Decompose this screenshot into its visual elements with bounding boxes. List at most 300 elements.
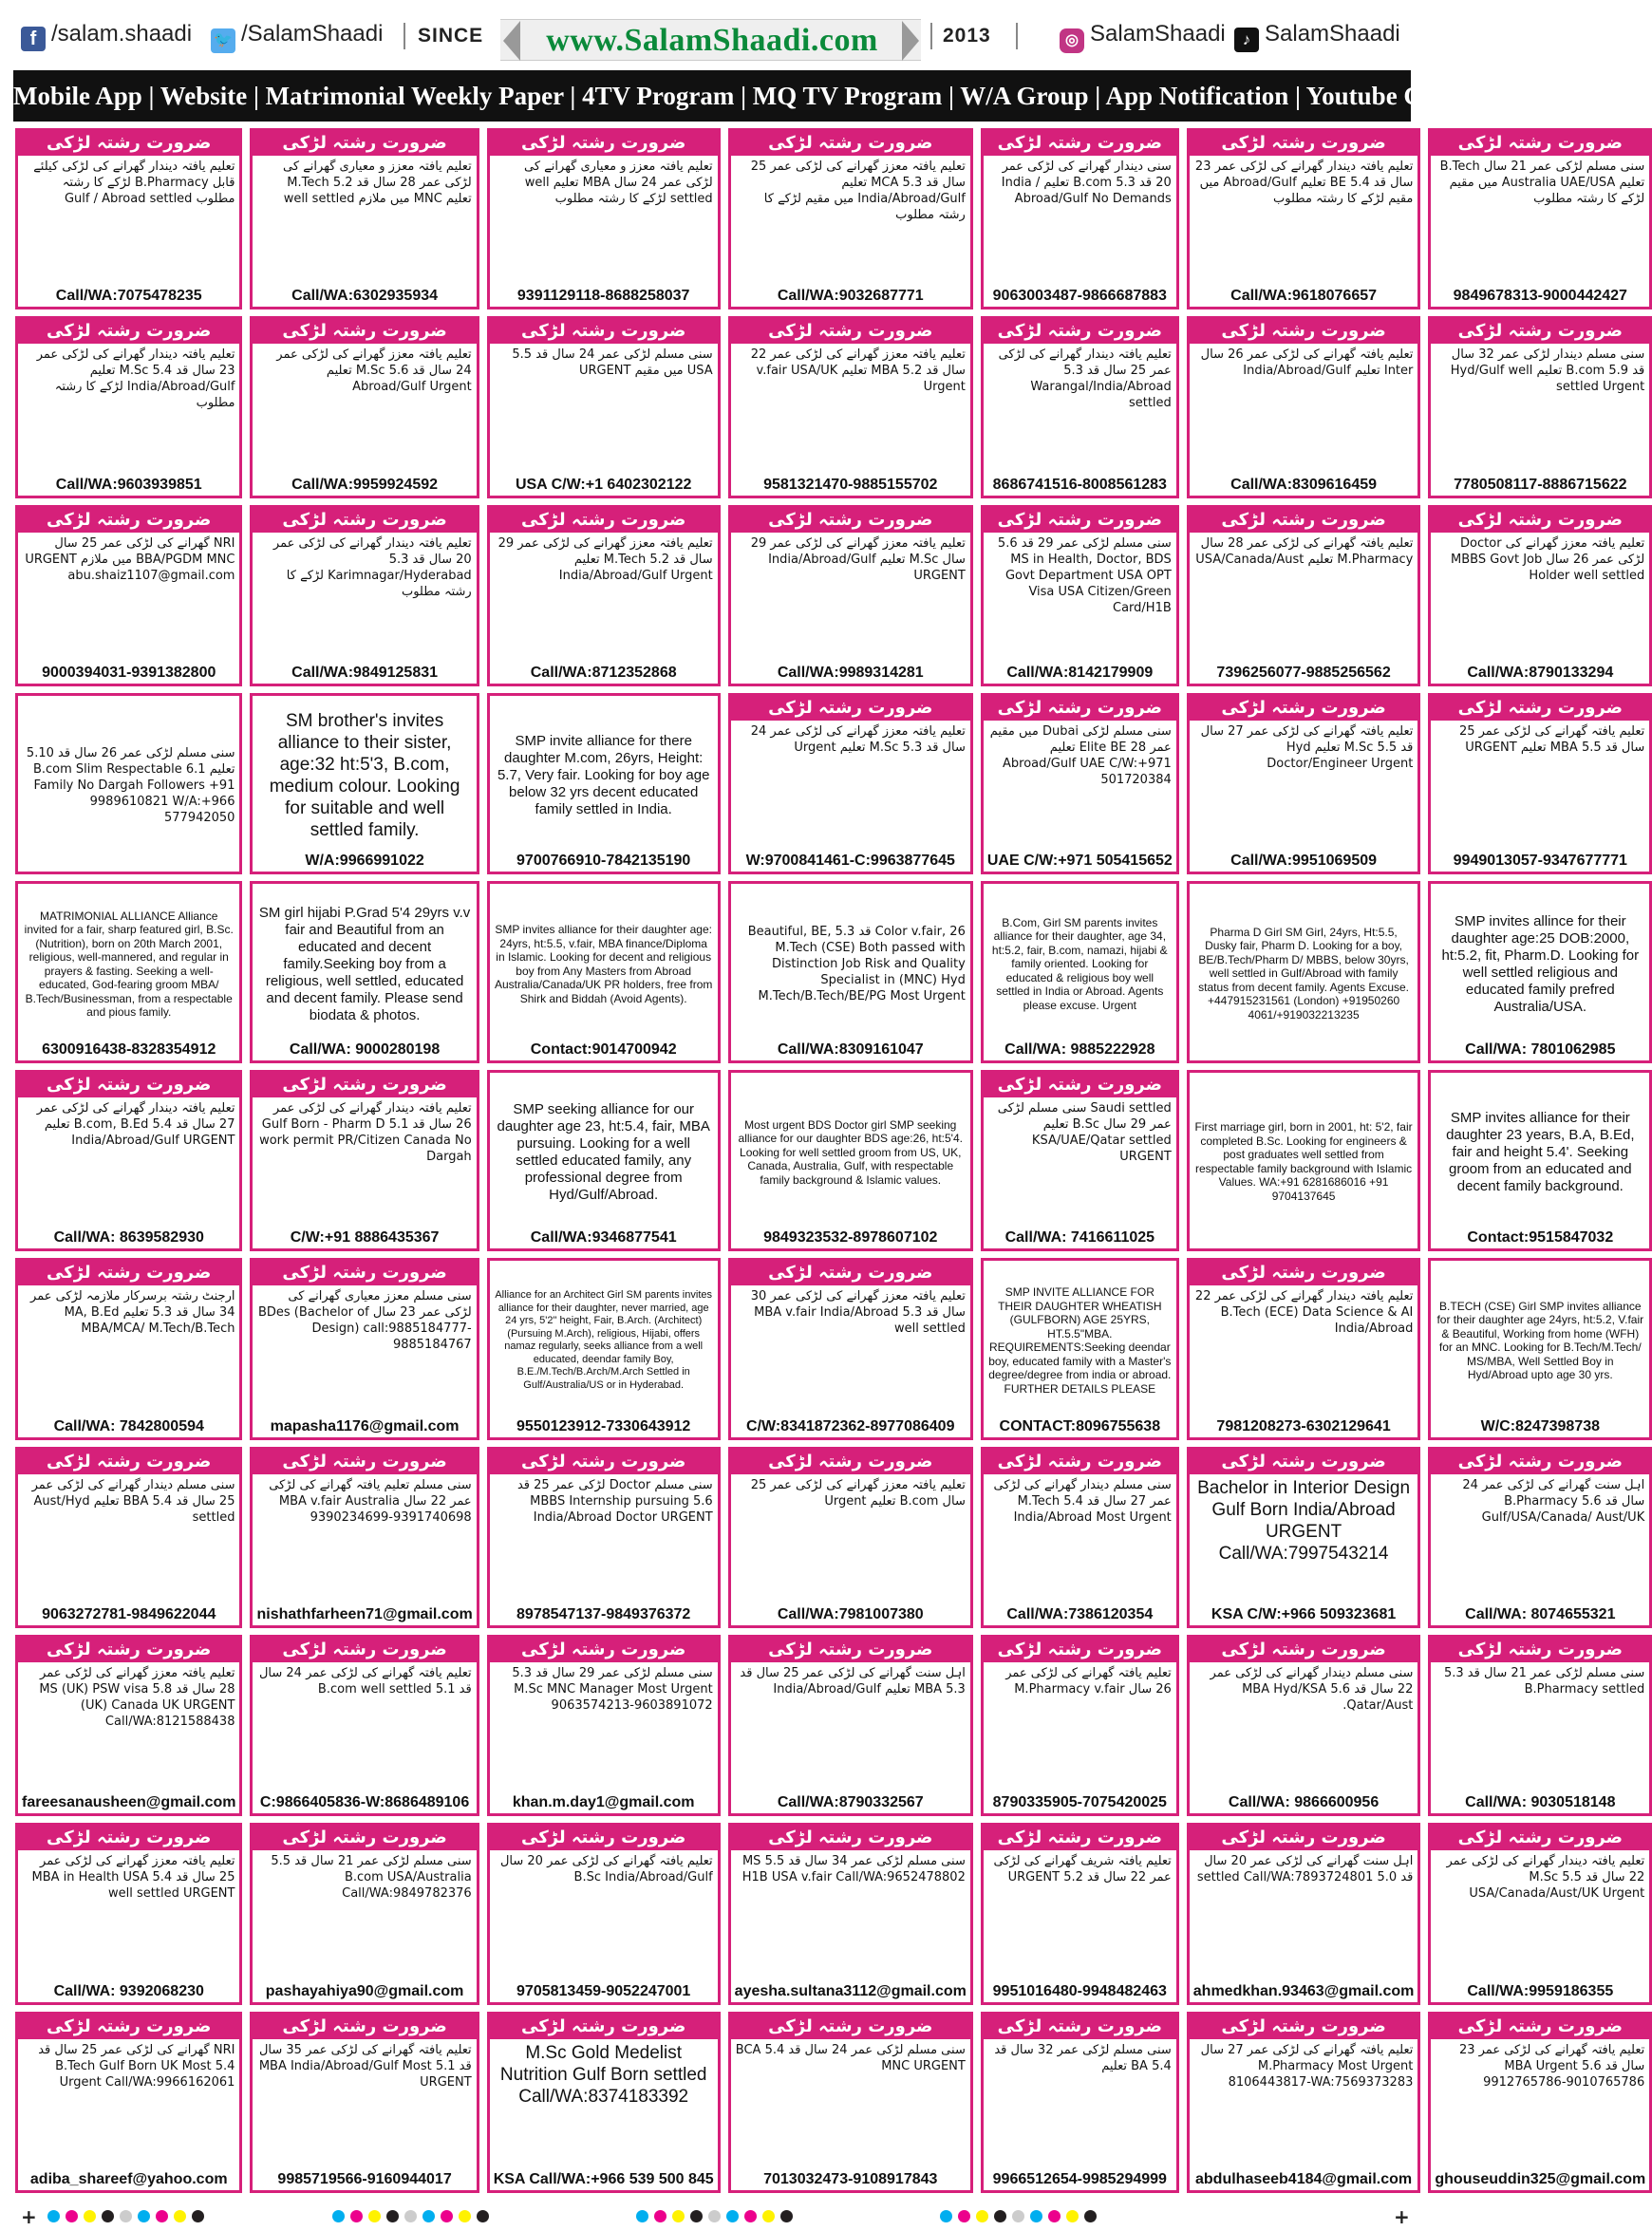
ad-contact[interactable]: Call/WA:9959186355 [1467, 1982, 1614, 1999]
ad-contact[interactable]: ayesha.sultana3112@gmail.com [734, 1982, 967, 1999]
ad-contact[interactable]: 9951016480-9948482463 [992, 1982, 1167, 1999]
ad-body-text: تعلیم یافتہ معزز گھرانے کی لڑکی عمر 25 سال B.com تعلیم Urgent [750, 1477, 966, 1509]
ad-contact[interactable]: Call/WA: 9392068230 [53, 1982, 204, 1999]
registration-dot [780, 2210, 793, 2222]
registration-dot [1030, 2210, 1042, 2222]
instagram-icon: ◎ [1060, 28, 1084, 53]
ad-heading: ضرورت رشتہ لڑکی [731, 508, 970, 533]
classified-ad [981, 693, 1179, 874]
ad-body-text: تعلیم یافتہ معزز گھرانے کی لڑکی عمر 25 سال قد 5.3 MCA تعلیم India/Abroad/Gulf میں مقیم لڑکے کا رشتہ مطلوب [750, 159, 966, 222]
classified-ad [1187, 128, 1421, 309]
ad-body-text: تعلیم یافتہ معزز گھرانے کی Doctor لڑکی عمر 26 سال MBBS Govt Job Holder well settled [1451, 535, 1645, 583]
ad-contact[interactable]: Call/WA:8142179909 [1006, 665, 1154, 682]
classified-ad [1187, 1258, 1421, 1439]
classified-ad [250, 693, 479, 874]
ad-contact[interactable]: 7780508117-8886715622 [1454, 476, 1627, 493]
ad-body-text: تعلیم یافتہ گھرانے کی لڑکی عمر 20 سال B.Sc India/Abroad/Gulf [499, 1854, 713, 1885]
ad-contact[interactable]: Call/WA:7075478235 [55, 288, 202, 305]
registration-dot [404, 2210, 417, 2222]
classified-ad [1187, 1635, 1421, 1816]
classified-ad [981, 1258, 1179, 1439]
ad-heading: ضرورت رشتہ لڑکی [731, 319, 970, 344]
ad-contact[interactable]: Call/WA:8712352868 [530, 665, 677, 682]
ad-heading: ضرورت رشتہ لڑکی [253, 1450, 476, 1474]
ad-heading: ضرورت رشتہ لڑکی [731, 1638, 970, 1662]
ad-body-text: Saudi settled سنی مسلم لڑکی عمر 29 سال B.Sc تعلیم KSA/UAE/Qatar settled URGENT [997, 1100, 1172, 1164]
ad-heading: ضرورت رشتہ لڑکی [18, 319, 239, 344]
ad-contact[interactable]: Contact:9515847032 [1467, 1229, 1614, 1247]
ad-heading: ضرورت رشتہ لڑکی [253, 1261, 476, 1285]
ad-body-text: B.TECH (CSE) Girl SMP invites alliance for their daughter age 24yrs, ht:5.2, V.fair & Beautiful, Working from home (WFH) for an MNC. Looking for B.Tech/M.Tech/ MS/MBA, Well Settled Boy in Hyd/Abroad upto age 30 yrs. [1436, 1299, 1644, 1382]
ad-contact[interactable]: 8686741516-8008561283 [992, 476, 1167, 493]
ad-heading: ضرورت رشتہ لڑکی [984, 1638, 1176, 1662]
classified-ad [250, 1635, 479, 1816]
classified-ad [15, 128, 242, 309]
ad-contact[interactable]: Call/WA: 7842800594 [53, 1417, 204, 1434]
ad-body-text: SMP invite alliance for there daughter M.com, 26yrs, Height: 5.7, Very fair. Looking for boy age below 32 yrs decent educated family settled in India. [497, 733, 710, 818]
ad-heading: ضرورت رشتہ لڑکی [1431, 2015, 1649, 2039]
classified-ad [981, 1823, 1179, 2004]
registration-dot [994, 2210, 1006, 2222]
ad-contact[interactable]: W/C:8247398738 [1480, 1417, 1601, 1434]
ad-body-text: تعلیم یافتہ گھرانے کی لڑکی عمر 26 سال Inter تعلیم India/Abroad/Gulf [1200, 347, 1414, 379]
ad-contact[interactable]: KSA C/W:+966 509323681 [1211, 1605, 1397, 1622]
classified-ad [1428, 316, 1652, 497]
registration-dot [174, 2210, 186, 2222]
ad-body-text: سنی مسلم لڑکی عمر 21 سال قد 5.3 B.Pharmacy settled [1443, 1665, 1645, 1697]
registration-dot [66, 2210, 78, 2222]
ad-body-text: MATRIMONIAL ALLIANCE Alliance invited for a fair, sharp featured girl, B.Sc. (Nutrition), born on 20th March 2001, religious, well-mannered, and regular in prayers & fasting. Seeking a well-educated, God-fearing groom MBA/ B.Tech/Businessman, from a respectable and pious family. [24, 909, 234, 1020]
ad-contact[interactable]: Call/WA:8309161047 [777, 1041, 924, 1058]
ad-contact[interactable]: 7013032473-9108917843 [763, 2170, 938, 2187]
ad-contact[interactable]: 7396256077-9885256562 [1216, 665, 1391, 682]
ad-heading: ضرورت رشتہ لڑکی [490, 2015, 718, 2039]
ad-heading: ضرورت رشتہ لڑکی [1431, 131, 1649, 156]
classified-ad [15, 881, 242, 1062]
classified-ad [250, 1258, 479, 1439]
ad-body-text: M.Sc Gold Medelist Nutrition Gulf Born settled Call/WA:8374183392 [499, 2042, 707, 2107]
ad-contact[interactable]: Call/WA: 9000280198 [289, 1041, 441, 1058]
registration-mark-right: + [1394, 2205, 1410, 2228]
ad-heading: ضرورت رشتہ لڑکی [984, 1826, 1176, 1850]
ad-contact[interactable]: 9705813459-9052247001 [516, 1982, 691, 1999]
ad-contact[interactable]: Call/WA:6302935934 [291, 288, 439, 305]
facebook-icon: f [21, 27, 46, 51]
ad-heading: ضرورت رشتہ لڑکی [1431, 508, 1649, 533]
ad-contact[interactable]: C:9866405836-W:8686489106 [259, 1794, 470, 1811]
classified-ad [250, 1447, 479, 1628]
registration-dot [422, 2210, 435, 2222]
ad-contact[interactable]: Call/WA:8790133294 [1467, 665, 1614, 682]
ad-body-text: تعلیم یافتہ معزز گھرانے کی لڑکی عمر 29 سال M.Sc تعلیم India/Abroad/Gulf URGENT [750, 535, 966, 583]
registration-dot [636, 2210, 648, 2222]
classified-ad [487, 1823, 721, 2004]
ad-body-text: تعلیم یافتہ گھرانے کی لڑکی عمر 28 سال M.Pharmacy تعلیم USA/Canada/Aust [1195, 535, 1414, 567]
ad-heading: ضرورت رشتہ لڑکی [253, 319, 476, 344]
ad-body-text: Bachelor in Interior Design Gulf Born India/Abroad URGENT Call/WA:7997543214 [1197, 1477, 1411, 1564]
registration-dot [654, 2210, 666, 2222]
divider [930, 23, 932, 49]
classified-ad [1187, 316, 1421, 497]
ad-body-text: تعلیم یافتہ دیندار گھرانے کی لڑکی عمر 22 سال قد 5.5 M.Sc USA/Canada/Aust/UK Urgent [1446, 1854, 1645, 1902]
ad-contact[interactable]: 9391129118-8688258037 [516, 288, 690, 305]
ad-body-text: تعلیم یافتہ شریف گھرانے کی لڑکی عمر 22 سال قد 5.2 URGENT [993, 1854, 1172, 1885]
registration-dot [1048, 2210, 1061, 2222]
ad-contact[interactable]: Call/WA:9989314281 [777, 665, 924, 682]
ad-contact[interactable]: 9063003487-9866687883 [992, 288, 1167, 305]
registration-dot [1066, 2210, 1079, 2222]
classified-ad [728, 693, 973, 874]
classified-ad [728, 316, 973, 497]
classified-ad [487, 1258, 721, 1439]
classified-ad [981, 128, 1179, 309]
ad-contact[interactable]: abdulhaseeb4184@gmail.com [1195, 2170, 1413, 2187]
ad-contact[interactable]: 9849323532-8978607102 [763, 1229, 938, 1247]
instagram-link[interactable] [1060, 21, 1226, 53]
classified-ad [487, 128, 721, 309]
ad-body-text: سنی مسلم تعلیم یافتہ گھرانے کی لڑکی عمر 22 سال MBA v.fair Australia 9390234699-9391740698 [269, 1477, 472, 1525]
classified-ad [250, 505, 479, 686]
ad-contact[interactable]: ghouseuddin325@gmail.com [1435, 2170, 1646, 2187]
ad-contact[interactable]: ahmedkhan.93463@gmail.com [1192, 1982, 1415, 1999]
ad-body-text: تعلیم یافتہ گھرانے کی لڑکی عمر 23 سال قد 5.6 MBA Urgent 9912765786-9010765786 [1458, 2042, 1645, 2090]
classified-ad [250, 128, 479, 309]
registration-dot [120, 2210, 132, 2222]
tiktok-handle: SalamShaadi [1265, 21, 1400, 47]
ad-contact[interactable]: W/A:9966991022 [305, 853, 424, 870]
ad-body-text: تعلیم یافتہ دیندار گھرانے کی لڑکی عمر 26 سال قد 5.1 Gulf Born - Pharm D work permit PR/Citizen Canada No Dargah [259, 1100, 472, 1164]
classified-ad [1428, 693, 1652, 874]
ad-contact[interactable]: fareesanausheen@gmail.com [22, 1794, 236, 1811]
ad-contact[interactable]: 9550123912-7330643912 [516, 1417, 691, 1434]
ad-contact[interactable]: KSA Call/WA:+966 539 500 845 [493, 2170, 714, 2187]
ad-heading: ضرورت رشتہ لڑکی [984, 696, 1176, 721]
classified-ad [250, 2012, 479, 2193]
ad-heading: ضرورت رشتہ لڑکی [731, 2015, 970, 2039]
ad-contact[interactable]: 8790335905-7075420025 [992, 1794, 1167, 1811]
ad-contact[interactable]: nishathfarheen71@gmail.com [256, 1605, 473, 1622]
facebook-link[interactable] [21, 21, 192, 51]
ad-heading: ضرورت رشتہ لڑکی [490, 508, 718, 533]
ad-heading: ضرورت رشتہ لڑکی [253, 508, 476, 533]
classified-ad [15, 505, 242, 686]
registration-dot [744, 2210, 757, 2222]
ad-heading: ضرورت رشتہ لڑکی [253, 131, 476, 156]
ad-heading: ضرورت رشتہ لڑکی [18, 1261, 239, 1285]
classified-ad [250, 881, 479, 1062]
registration-dot [350, 2210, 363, 2222]
ad-contact[interactable]: 9581321470-9885155702 [763, 476, 938, 493]
ad-contact[interactable]: pashayahiya90@gmail.com [265, 1982, 464, 1999]
ad-contact[interactable]: USA C/W:+1 6402302122 [515, 476, 692, 493]
ad-body-text: سنی دیندار گھرانے کی لڑکی عمر 20 قد 5.3 B.com تعلیم India / Abroad/Gulf No Demands [1001, 159, 1172, 206]
classified-ad [981, 2012, 1179, 2193]
ad-contact[interactable]: Call/WA:9032687771 [777, 288, 924, 305]
ad-heading: ضرورت رشتہ لڑکی [984, 508, 1176, 533]
instagram-handle: SalamShaadi [1090, 21, 1226, 47]
since-year: 2013 [943, 25, 991, 47]
classified-ad [487, 1070, 721, 1251]
ad-contact[interactable]: Call/WA:9346877541 [530, 1229, 677, 1247]
ad-contact[interactable]: 9700766910-7842135190 [516, 853, 691, 870]
classified-ad [1428, 1070, 1652, 1251]
ad-body-text: Alliance for an Architect Girl SM parents invites alliance for their daughter, never married, age 24 yrs, 5'2" height, Fair, B.Arch. (Architect) (Pursuing M.Arch), religious, Hijabi, offers namaz regularly, seeks alliance from a well educated, deendar family Boy, B.E./M.Tech/B.Arch/M.Arch Settled in Gulf/Australia/US or in Hyderabad. [495, 1289, 712, 1391]
color-registration-dots [47, 2210, 204, 2223]
ad-body-text: سنی مسلم لڑکی عمر 24 سال قد 5.4 BCA MNC URGENT [735, 2042, 966, 2073]
ad-body-text: سنی مسلم دیندار گھرانے کی لڑکی عمر 22 سال قد 5.6 MBA Hyd/KSA Qatar/Aust. [1210, 1665, 1414, 1713]
ad-body-text: سنی مسلم لڑکی عمر 29 سال قد 5.3 M.Sc MNC Manager Most Urgent 9063574213-9603891072 [512, 1665, 713, 1713]
ad-contact[interactable]: khan.m.day1@gmail.com [512, 1794, 695, 1811]
classified-ad [487, 505, 721, 686]
classified-ad [1187, 2012, 1421, 2193]
classified-ad [1428, 1447, 1652, 1628]
ad-heading: ضرورت رشتہ لڑکی [1431, 1638, 1649, 1662]
classified-ad [981, 1635, 1179, 1816]
ad-body-text: تعلیم یافتہ معزز گھرانے کی لڑکی عمر 28 سال قد 5.8 MS (UK) PSW visa (UK) Canada UK URGENT Call/WA:8121588438 [39, 1665, 235, 1729]
ad-body-text: NRI گھرانے کی لڑکی عمر 25 سال قد 5.4 B.Tech Gulf Born UK Most Urgent Call/WA:9966162061 [38, 2042, 235, 2090]
ad-body-text: سنی مسلم معزز معیاری گھرانے کی لڑکی عمر 23 سال BDes (Bachelor of Design) call:9885184777-9885184767 [257, 1289, 472, 1353]
ad-body-text: تعلیم یافتہ دیندار گھرانے کی لڑکی کیلئے قابل B.Pharmacy لڑکے کا رشتہ مطلوب Gulf / Abroad settled [33, 159, 235, 206]
registration-dot [976, 2210, 988, 2222]
classified-ad [1187, 1447, 1421, 1628]
ad-contact[interactable]: Call/WA:8790332567 [777, 1794, 924, 1811]
ad-contact[interactable]: 7981208273-6302129641 [1216, 1417, 1391, 1434]
ad-body-text: SMP seeking alliance for our daughter age 23, ht:5.4, fair, MBA pursuing. Looking for a well settled educated family, any professional degree from Hyd/Gulf/Abroad. [497, 1100, 710, 1203]
classified-ad [487, 1447, 721, 1628]
ad-body-text: تعلیم یافتہ معزز گھرانے کی لڑکی عمر 24 سال قد 5.3 M.Sc تعلیم Urgent [750, 724, 966, 756]
ad-heading: ضرورت رشتہ لڑکی [984, 2015, 1176, 2039]
ad-contact[interactable]: Call/WA: 8074655321 [1465, 1605, 1616, 1622]
ad-contact[interactable]: Call/WA: 9885222928 [1004, 1041, 1155, 1058]
registration-dot [332, 2210, 345, 2222]
registration-dot [690, 2210, 703, 2222]
classified-ad [15, 1823, 242, 2004]
ad-body-text: سنی مسلم لڑکی عمر 34 سال قد 5.5 MS H1B USA v.fair Call/WA:9652478802 [742, 1854, 966, 1885]
ad-heading: ضرورت رشتہ لڑکی [984, 319, 1176, 344]
ad-contact[interactable]: 9000394031-9391382800 [42, 665, 216, 682]
ad-heading: ضرورت رشتہ لڑکی [1431, 1826, 1649, 1850]
registration-dot [47, 2210, 60, 2222]
ad-heading: ضرورت رشتہ لڑکی [1190, 1261, 1418, 1285]
registration-dot [441, 2210, 453, 2222]
ad-heading: ضرورت رشتہ لڑکی [18, 1450, 239, 1474]
ad-heading: ضرورت رشتہ لڑکی [1431, 319, 1649, 344]
ad-contact[interactable]: Call/WA:9951069509 [1230, 853, 1378, 870]
registration-dot [459, 2210, 471, 2222]
registration-dot [477, 2210, 489, 2222]
ad-heading: ضرورت رشتہ لڑکی [490, 131, 718, 156]
classified-ad [981, 1447, 1179, 1628]
classified-ad [1187, 881, 1421, 1062]
twitter-link[interactable] [211, 21, 383, 53]
ad-body-text: تعلیم یافتہ گھرانے کی لڑکی عمر 27 سال قد 5.5 M.Sc تعلیم Hyd Doctor/Engineer Urgent [1200, 724, 1414, 772]
ad-heading: ضرورت رشتہ لڑکی [490, 1826, 718, 1850]
ad-heading: ضرورت رشتہ لڑکی [1190, 1638, 1418, 1662]
ad-contact[interactable]: Call/WA: 9030518148 [1465, 1794, 1616, 1811]
tiktok-link[interactable] [1234, 21, 1400, 52]
ad-body-text: ارجنٹ رشتہ برسرکار ملازمہ لڑکی عمر 34 سال قد 5.3 تعلیم MA, B.Ed MBA/MCA/ M.Tech/B.Tech [30, 1289, 235, 1337]
ad-body-text: SM girl hijabi P.Grad 5'4 29yrs v.v fair and Beautiful from an educated and decent family.Seeking boy from a religious, well settled, educated and decent family. Please send biodata & photos. [258, 904, 471, 1023]
divider [1016, 23, 1018, 49]
ad-body-text: سنی مسلم لڑکی عمر 21 سال B.Tech تعلیم Australia UAE/USA میں مقیم لڑکے کا رشتہ مطلوب [1439, 159, 1645, 206]
ad-body-text: اہل سنت گھرانے کی لڑکی عمر 20 سال قد 5.0 settled Call/WA:7893724801 [1196, 1854, 1414, 1885]
ad-contact[interactable]: 9063272781-9849622044 [42, 1605, 216, 1622]
classified-ad [250, 316, 479, 497]
classified-ad [1428, 1823, 1652, 2004]
ad-contact[interactable]: 9949013057-9347677771 [1453, 853, 1627, 870]
ad-body-text: تعلیم یافتہ معزز گھرانے کی لڑکی عمر 30 سال قد 5.3 MBA v.fair India/Abroad well settled [750, 1289, 966, 1337]
ad-heading: ضرورت رشتہ لڑکی [490, 1638, 718, 1662]
ad-contact[interactable]: Call/WA:9603939851 [55, 476, 202, 493]
ad-heading: ضرورت رشتہ لڑکی [18, 1638, 239, 1662]
classified-ad [487, 693, 721, 874]
classified-ad [1187, 1070, 1421, 1251]
classified-ads-grid [15, 128, 1646, 2193]
classified-ad [15, 1070, 242, 1251]
classified-ad [15, 316, 242, 497]
ad-contact[interactable]: Call/WA: 7801062985 [1465, 1041, 1616, 1058]
ad-contact[interactable]: UAE C/W:+971 505415652 [986, 853, 1173, 870]
ad-body-text: NRI گھرانے کی لڑکی عمر 25 سال BBA/PGDM MNC میں ملازم URGENT abu.shaiz1107@gmail.com [25, 535, 235, 583]
classified-ad [981, 1070, 1179, 1251]
registration-dot [762, 2210, 775, 2222]
ad-body-text: Pharma D Girl SM Girl, 24yrs, Ht:5.5, Dusky fair, Pharm D. Looking for a boy, BE/B.Tech/Pharm D/ MBBS, below 30yrs, well settled in Gulf/Abroad with family status from decent family. Agents Excuse. +447915231561 (London) +91950260 4061/+919032213235 [1198, 925, 1410, 1022]
classified-ad [1428, 1258, 1652, 1439]
ad-contact[interactable]: Call/WA:9959924592 [291, 476, 439, 493]
classified-ad [728, 1447, 973, 1628]
classified-ad [487, 2012, 721, 2193]
ad-contact[interactable]: 9849678313-9000442427 [1453, 288, 1627, 305]
tiktok-icon: ♪ [1234, 28, 1259, 52]
ad-heading: ضرورت رشتہ لڑکی [1190, 131, 1418, 156]
ad-body-text: اہل سنت گھرانے کی لڑکی عمر 24 سال قد 5.6 B.Pharmacy Gulf/USA/Canada/ Aust/UK [1462, 1477, 1645, 1525]
ad-heading: ضرورت رشتہ لڑکی [253, 1826, 476, 1850]
ad-contact[interactable]: Call/WA:7981007380 [777, 1605, 924, 1622]
ad-heading: ضرورت رشتہ لڑکی [490, 1450, 718, 1474]
classified-ad [981, 505, 1179, 686]
registration-dot [84, 2210, 96, 2222]
classified-ad [1428, 1635, 1652, 1816]
registration-mark-left: + [21, 2205, 37, 2228]
classified-ad [728, 881, 973, 1062]
registration-dot [958, 2210, 970, 2222]
registration-dot [386, 2210, 399, 2222]
ad-contact[interactable]: Call/WA:9849125831 [291, 665, 439, 682]
ad-body-text: تعلیم یافتہ معزز گھرانے کی لڑکی عمر 24 سال قد 5.6 M.Sc تعلیم Abroad/Gulf Urgent [276, 347, 472, 395]
ad-body-text: تعلیم یافتہ دیندار گھرانے کی لڑکی عمر 27 سال قد 5.4 B.com, B.Ed تعلیم India/Abroad/Gulf URGENT [36, 1100, 235, 1148]
registration-dot [708, 2210, 721, 2222]
ad-heading: ضرورت رشتہ لڑکی [1190, 319, 1418, 344]
ad-contact[interactable]: 6300916438-8328354912 [42, 1041, 216, 1058]
ad-body-text: SM brother's invites alliance to their sister, age:32 ht:5'3, B.com, medium colour. Looking for suitable and well settled family. [269, 711, 460, 841]
registration-dot [1084, 2210, 1097, 2222]
ad-heading: ضرورت رشتہ لڑکی [18, 1826, 239, 1850]
classified-ad [1428, 881, 1652, 1062]
ad-contact[interactable]: 9985719566-9160944017 [277, 2170, 452, 2187]
services-banner: Mobile App | Website | Matrimonial Weekly Paper | 4TV Program | MQ TV Program | W/A Group | App Notification | Youtube Channel [13, 70, 1411, 122]
classified-ad [15, 2012, 242, 2193]
facebook-handle: /salam.shaadi [51, 21, 193, 47]
ad-body-text: سنی مسلم دیندار گھرانے کی لڑکی عمر 25 سال قد 5.4 BBA تعلیم Aust/Hyd settled [31, 1477, 235, 1525]
ad-body-text: B.Com, Girl SM parents invites alliance for their daughter, age 34, ht:5.2, fair, B.com, namazi, hijabi & family oriented. Looking for educated & religious boy well settled in India or Abroad. Agents please excuse. Urgent [991, 915, 1168, 1012]
registration-dot [1012, 2210, 1024, 2222]
ad-contact[interactable]: Call/WA: 7416611025 [1004, 1229, 1155, 1247]
ad-body-text: First marriage girl, born in 2001, ht: 5'2, fair completed B.Sc. Looking for engineers & post graduates well settled from respectable family background with Islamic Values. WA:+91 6281686016 +91 9704137645 [1194, 1120, 1413, 1203]
ad-contact[interactable]: W:9700841461-C:9963877645 [745, 853, 955, 870]
ad-body-text: تعلیم یافتہ معزز گھرانے کی لڑکی عمر 29 سال قد 5.2 M.Tech تعلیم India/Abroad/Gulf Urgent [497, 535, 713, 583]
ad-heading: ضرورت رشتہ لڑکی [984, 131, 1176, 156]
ad-heading: ضرورت رشتہ لڑکی [731, 1826, 970, 1850]
classified-ad [1187, 505, 1421, 686]
classified-ad [250, 1070, 479, 1251]
color-registration-dots [636, 2210, 793, 2223]
ad-heading: ضرورت رشتہ لڑکی [984, 1450, 1176, 1474]
registration-dot [192, 2210, 204, 2222]
color-registration-dots [332, 2210, 489, 2223]
classified-ad [15, 1635, 242, 1816]
ad-body-text: تعلیم یافتہ معزز گھرانے کی لڑکی عمر 22 سال قد 5.2 MBA تعلیم v.fair USA/UK Urgent [750, 347, 966, 395]
ad-heading: ضرورت رشتہ لڑکی [731, 1261, 970, 1285]
classified-ad [1428, 505, 1652, 686]
ad-contact[interactable]: mapasha1176@gmail.com [270, 1417, 460, 1434]
classified-ad [250, 1823, 479, 2004]
classified-ad [728, 505, 973, 686]
ad-contact[interactable]: adiba_shareef@yahoo.com [29, 2170, 228, 2187]
registration-dot [726, 2210, 739, 2222]
ad-body-text: تعلیم یافتہ دیندار گھرانے کی لڑکی عمر 20 سال قد 5.3 Karimnagar/Hyderabad لڑکے کا رشتہ مطلوب [272, 535, 472, 599]
classified-ad [487, 881, 721, 1062]
ad-contact[interactable]: Call/WA:7386120354 [1006, 1605, 1154, 1622]
ad-body-text: سنی مسلم دیندار لڑکی عمر 32 سال قد 5.9 B.com تعلیم Hyd/Gulf well settled Urgent [1450, 347, 1645, 395]
ad-body-text: سنی مسلم لڑکی عمر 21 سال قد 5.5 B.com USA/Australia Call/WA:9849782376 [271, 1854, 472, 1902]
ad-body-text: سنی مسلم لڑکی عمر 24 سال قد 5.5 USA میں مقیم URGENT [512, 347, 713, 379]
arrow-right-icon [902, 21, 919, 61]
ad-heading: ضرورت رشتہ لڑکی [490, 319, 718, 344]
ad-body-text: تعلیم یافتہ دیندار گھرانے کی لڑکی عمر 23 سال قد 5.4 M.Sc تعلیم India/Abroad/Gulf لڑکے کا رشتہ مطلوب [36, 347, 235, 411]
ad-contact[interactable]: Call/WA:8309616459 [1230, 476, 1378, 493]
ad-heading: ضرورت رشتہ لڑکی [18, 508, 239, 533]
ad-heading: ضرورت رشتہ لڑکی [1190, 2015, 1418, 2039]
website-link[interactable]: www.SalamShaadi.com [546, 23, 878, 58]
registration-dot [138, 2210, 150, 2222]
ad-contact[interactable]: C/W:8341872362-8977086409 [746, 1417, 955, 1434]
ad-contact[interactable]: CONTACT:8096755638 [999, 1417, 1161, 1434]
ad-contact[interactable]: Call/WA: 8639582930 [53, 1229, 204, 1247]
registration-dot [368, 2210, 381, 2222]
ad-contact[interactable]: 8978547137-9849376372 [516, 1605, 691, 1622]
color-registration-dots [940, 2210, 1097, 2223]
classified-ad [728, 1258, 973, 1439]
ad-heading: ضرورت رشتہ لڑکی [731, 131, 970, 156]
ad-contact[interactable]: C/W:+91 8886435367 [290, 1229, 440, 1247]
ad-contact[interactable]: Call/WA: 9866600956 [1228, 1794, 1380, 1811]
ad-body-text: تعلیم یافتہ معزز گھرانے کی لڑکی عمر 25 سال قد 5.4 MBA in Health USA well settled URGENT [31, 1854, 235, 1902]
ad-contact[interactable]: Call/WA:9618076657 [1230, 288, 1378, 305]
classified-ad [487, 316, 721, 497]
ad-heading: ضرورت رشتہ لڑکی [731, 1450, 970, 1474]
ad-body-text: تعلیم یافتہ گھرانے کی لڑکی عمر 27 سال M.Pharmacy Most Urgent 8106443817-WA:7569373283 [1200, 2042, 1414, 2090]
classified-ad [728, 1635, 973, 1816]
ad-body-text: سنی مسلم لڑکی عمر 26 سال قد 5.10 تعلیم B.com Slim Respectable 6.1 Family No Dargah Followers +91 9989610821 W/A:+966 577942050 [26, 745, 235, 825]
arrow-left-icon [503, 21, 520, 61]
ad-contact[interactable]: Contact:9014700942 [530, 1041, 677, 1058]
ad-body-text: سنی مسلم لڑکی عمر 29 قد 5.6 MS in Health, Doctor, BDS Govt Department USA OPT Visa USA Citizen/Green Card/H1B [997, 535, 1172, 615]
ad-contact[interactable]: 9966512654-9985294999 [992, 2170, 1167, 2187]
ad-heading: ضرورت رشتہ لڑکی [1431, 1450, 1649, 1474]
divider [404, 23, 405, 49]
ad-heading: ضرورت رشتہ لڑکی [253, 2015, 476, 2039]
ad-heading: ضرورت رشتہ لڑکی [18, 2015, 239, 2039]
